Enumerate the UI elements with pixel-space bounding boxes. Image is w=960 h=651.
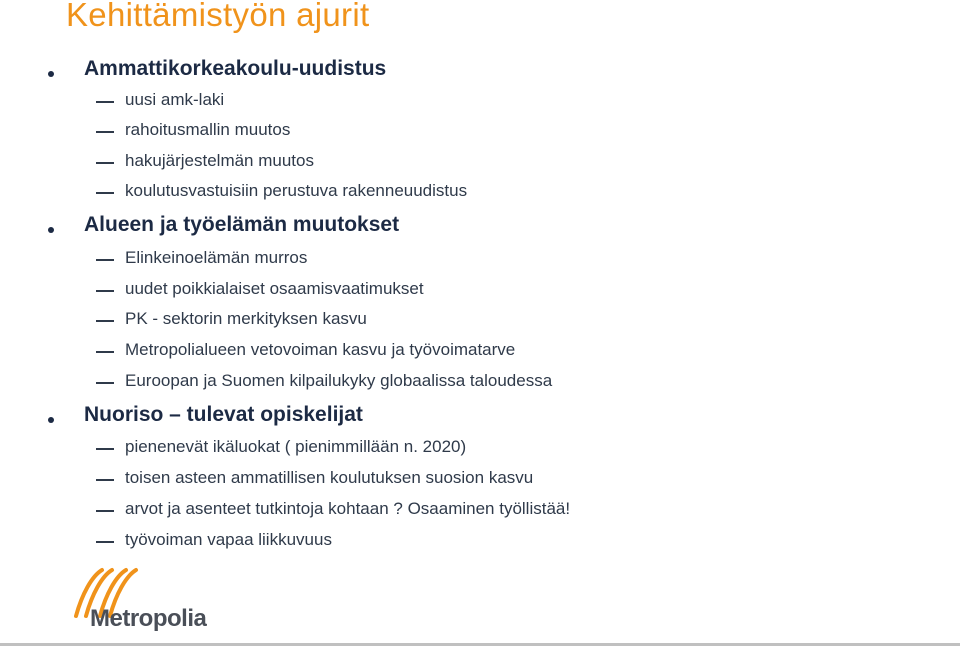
dash-icon	[96, 479, 114, 481]
dash-icon	[96, 448, 114, 450]
list-item: pienenevät ikäluokat ( pienimmillään n. 2020)	[125, 437, 467, 456]
bullet-icon	[48, 71, 54, 77]
dash-icon	[96, 510, 114, 512]
dash-icon	[96, 131, 114, 133]
list-item: rahoitusmallin muutos	[125, 120, 291, 139]
list-item: Euroopan ja Suomen kilpailukyky globaalissa taloudessa	[125, 371, 553, 390]
dash-icon	[96, 320, 114, 322]
dash-icon	[96, 290, 114, 292]
dash-icon	[96, 101, 114, 103]
dash-icon	[96, 162, 114, 164]
bullet-icon	[48, 227, 54, 233]
slide-title: Kehittämistyön ajurit	[66, 0, 370, 33]
list-item: työvoiman vapaa liikkuvuus	[125, 530, 332, 549]
section-heading: Alueen ja työelämän muutokset	[84, 213, 400, 236]
bullet-icon	[48, 417, 54, 423]
list-item: Elinkeinoelämän murros	[125, 248, 308, 267]
dash-icon	[96, 192, 114, 194]
section-heading: Ammattikorkeakoulu-uudistus	[84, 57, 387, 80]
list-item: uusi amk-laki	[125, 90, 225, 109]
dash-icon	[96, 259, 114, 261]
list-item: uudet poikkialaiset osaamisvaatimukset	[125, 279, 424, 298]
dash-icon	[96, 351, 114, 353]
list-item: arvot ja asenteet tutkintoja kohtaan ? Osaaminen työllistää!	[125, 499, 571, 518]
list-item: toisen asteen ammatillisen koulutuksen suosion kasvu	[125, 468, 534, 487]
section-heading: Nuoriso – tulevat opiskelijat	[84, 403, 363, 426]
logo-wordmark: Metropolia	[90, 605, 207, 632]
dash-icon	[96, 541, 114, 543]
list-item: hakujärjestelmän muutos	[125, 151, 314, 170]
list-item: Metropolialueen vetovoiman kasvu ja työvoimatarve	[125, 340, 516, 359]
dash-icon	[96, 382, 114, 384]
list-item: PK - sektorin merkityksen kasvu	[125, 309, 367, 328]
list-item: koulutusvastuisiin perustuva rakenneuudistus	[125, 181, 468, 200]
footer-divider	[0, 643, 960, 646]
